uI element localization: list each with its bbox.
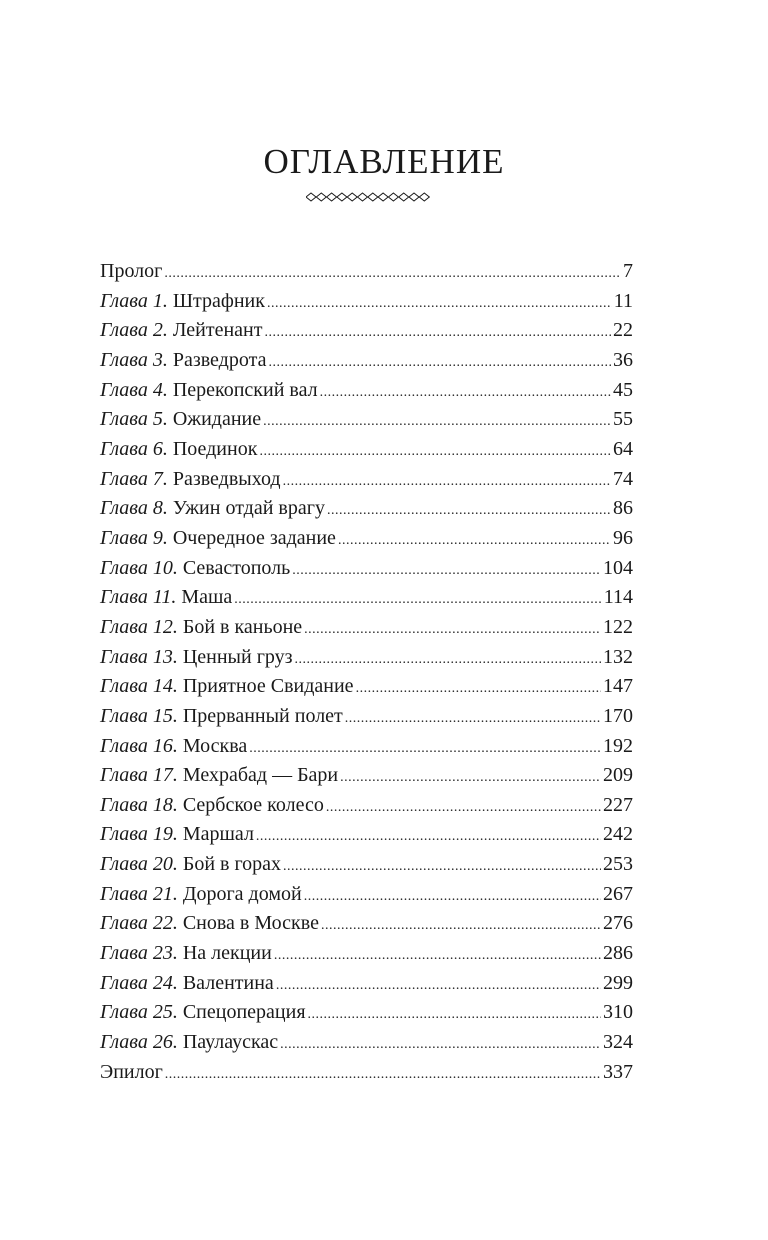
toc-entry-label xyxy=(100,524,336,554)
toc-entry xyxy=(100,465,633,495)
chapter-title: Маршал xyxy=(182,823,254,846)
ornament-diamond xyxy=(337,193,347,201)
chapter-title: Разведрота xyxy=(172,348,267,371)
dot-leader xyxy=(164,259,621,289)
dot-leader xyxy=(356,674,601,704)
chapter-number: Глава 21. xyxy=(100,882,178,905)
toc-entry-label xyxy=(100,909,319,939)
toc-entry xyxy=(100,1058,633,1088)
toc-entry xyxy=(100,524,633,554)
chapter-title: Перекопский вал xyxy=(172,378,318,401)
toc-entry xyxy=(100,494,633,524)
chapter-title: Ценный груз xyxy=(182,645,293,668)
chapter-number: Глава 2. xyxy=(100,319,168,342)
chapter-title: Валентина xyxy=(182,971,274,994)
toc-entry-label xyxy=(100,672,354,702)
dot-leader xyxy=(234,585,601,615)
ornament-diamond xyxy=(368,193,378,201)
ornament-diamond xyxy=(358,193,368,201)
page-number: 286 xyxy=(603,942,633,965)
page-number: 7 xyxy=(623,260,633,282)
chapter-number: Глава 7. xyxy=(100,467,168,490)
dot-leader xyxy=(304,882,601,912)
dot-leader xyxy=(321,911,601,941)
toc-entry-label xyxy=(100,998,306,1028)
page-number: 74 xyxy=(613,467,633,490)
chapter-title: Штрафник xyxy=(172,289,265,312)
toc-entry-label xyxy=(100,732,247,762)
chapter-number: Глава 14. xyxy=(100,675,178,698)
chapter-title: Паулаускас xyxy=(182,1031,279,1054)
ornament-diamond xyxy=(388,193,398,201)
toc-entry xyxy=(100,583,633,613)
toc-entry xyxy=(100,850,633,880)
dot-leader xyxy=(259,437,611,467)
chapter-title: Севастополь xyxy=(182,556,291,579)
ornament-diamond xyxy=(347,193,357,201)
chapter-title: Москва xyxy=(182,734,248,757)
toc-entry-label xyxy=(100,643,293,673)
chapter-title: На лекции xyxy=(182,942,272,965)
page-number: 227 xyxy=(603,793,633,816)
chapter-title: Бой в горах xyxy=(182,853,282,876)
toc-entry-label xyxy=(100,613,302,643)
chapter-title: Разведвыход xyxy=(172,467,281,490)
dot-leader xyxy=(338,526,611,556)
page-number: 122 xyxy=(603,615,633,638)
ornament-diamond xyxy=(316,193,326,201)
dot-leader xyxy=(283,467,611,497)
chapter-number: Глава 26. xyxy=(100,1031,178,1054)
toc-entry xyxy=(100,435,633,465)
chapter-number: Глава 15. xyxy=(100,704,178,727)
page-number: 96 xyxy=(613,526,633,549)
chapter-number: Глава 18. xyxy=(100,793,178,816)
dot-leader xyxy=(308,1000,601,1030)
dot-leader xyxy=(327,496,611,526)
chapter-number: Глава 11. xyxy=(100,586,177,609)
page-number: 299 xyxy=(603,971,633,994)
dot-leader xyxy=(280,1030,601,1060)
page-number: 253 xyxy=(603,853,633,876)
toc-entry-label xyxy=(100,939,272,969)
toc-entry-label xyxy=(100,1058,163,1088)
toc-entry-label xyxy=(100,880,302,910)
chapter-title: Пролог xyxy=(100,260,163,282)
toc-entry-label xyxy=(100,316,262,346)
toc-entry-label xyxy=(100,969,274,999)
toc-entry xyxy=(100,880,633,910)
dot-leader xyxy=(165,1060,601,1090)
toc-entry-label xyxy=(100,702,343,732)
page-number: 11 xyxy=(613,289,633,312)
toc-entry xyxy=(100,969,633,999)
chapter-number: Глава 16. xyxy=(100,734,178,757)
chapter-title: Дорога домой xyxy=(182,882,302,905)
dot-leader xyxy=(304,615,601,645)
toc-entry-label xyxy=(100,257,162,287)
chapter-number: Глава 6. xyxy=(100,437,168,460)
toc-entry xyxy=(100,287,633,317)
page-number: 64 xyxy=(613,437,633,460)
page-number: 132 xyxy=(603,645,633,668)
dot-leader xyxy=(326,793,601,823)
chapter-title: Снова в Москве xyxy=(182,912,319,935)
page-number: 45 xyxy=(613,378,633,401)
toc-entry-label xyxy=(100,287,265,317)
dot-leader xyxy=(320,378,611,408)
dot-leader xyxy=(249,734,601,764)
chapter-title: Ужин отдай врагу xyxy=(172,497,325,520)
page-number: 22 xyxy=(613,319,633,342)
toc-entry-label xyxy=(100,405,261,435)
toc-entry xyxy=(100,761,633,791)
chapter-number: Глава 4. xyxy=(100,378,168,401)
chapter-title: Спецоперация xyxy=(182,1001,306,1024)
toc-entry-label xyxy=(100,554,290,584)
dot-leader xyxy=(263,407,611,437)
chapter-title: Эпилог xyxy=(100,1060,163,1083)
diamond-chain-ornament-icon xyxy=(306,190,430,204)
page-number: 36 xyxy=(613,348,633,371)
chapter-number: Глава 22. xyxy=(100,912,178,935)
page-number: 114 xyxy=(603,586,633,609)
chapter-title: Мехрабад — Бари xyxy=(182,764,339,787)
chapter-number: Глава 19. xyxy=(100,823,178,846)
chapter-title: Маша xyxy=(181,586,233,609)
toc-entry-label xyxy=(100,465,281,495)
chapter-title: Лейтенант xyxy=(172,319,263,342)
toc-entry xyxy=(100,316,633,346)
toc-entry xyxy=(100,643,633,673)
page-number: 55 xyxy=(613,408,633,431)
ornament-diamond xyxy=(306,193,316,201)
chapter-number: Глава 20. xyxy=(100,853,178,876)
toc-entry xyxy=(100,732,633,762)
page-number: 147 xyxy=(603,675,633,698)
toc-entry xyxy=(100,791,633,821)
page-number: 86 xyxy=(613,497,633,520)
chapter-number: Глава 5. xyxy=(100,408,168,431)
chapter-title: Очередное задание xyxy=(172,526,336,549)
chapter-number: Глава 3. xyxy=(100,348,168,371)
page-number: 170 xyxy=(603,704,633,727)
dot-leader xyxy=(345,704,601,734)
dot-leader xyxy=(264,318,611,348)
chapter-title: Приятное Свидание xyxy=(182,675,354,698)
ornament-diamond xyxy=(327,193,337,201)
page-number: 104 xyxy=(603,556,633,579)
chapter-title: Сербское колесо xyxy=(182,793,324,816)
toc-entry xyxy=(100,257,633,287)
toc-entry xyxy=(100,820,633,850)
dot-leader xyxy=(256,822,601,852)
page-number: 267 xyxy=(603,882,633,905)
page-number: 242 xyxy=(603,823,633,846)
toc-entry xyxy=(100,613,633,643)
toc-entry-label xyxy=(100,820,254,850)
chapter-number: Глава 10. xyxy=(100,556,178,579)
chapter-title: Ожидание xyxy=(172,408,262,431)
chapter-number: Глава 1. xyxy=(100,289,168,312)
toc-entry xyxy=(100,346,633,376)
dot-leader xyxy=(340,763,601,793)
chapter-title: Прерванный полет xyxy=(182,704,343,727)
chapter-number: Глава 9. xyxy=(100,526,168,549)
dot-leader xyxy=(276,971,601,1001)
ornament-diamond xyxy=(419,193,429,201)
dot-leader xyxy=(292,556,601,586)
ornament-diamond xyxy=(399,193,409,201)
chapter-number: Глава 8. xyxy=(100,497,168,520)
chapter-number: Глава 23. xyxy=(100,942,178,965)
dot-leader xyxy=(268,348,611,378)
dot-leader xyxy=(295,645,601,675)
dot-leader xyxy=(267,289,612,319)
chapter-number: Глава 12. xyxy=(100,615,178,638)
chapter-title: Поединок xyxy=(172,437,258,460)
toc-entry-label xyxy=(100,376,318,406)
toc-entry xyxy=(100,998,633,1028)
toc-entry xyxy=(100,1028,633,1058)
ornament-diamond xyxy=(409,193,419,201)
toc-entry-label xyxy=(100,494,325,524)
page-number: 337 xyxy=(603,1060,633,1083)
toc-entry-label xyxy=(100,850,281,880)
toc-entry-label xyxy=(100,583,232,613)
toc-entry-label xyxy=(100,435,257,465)
page-number: 276 xyxy=(603,912,633,935)
ornament-diamond xyxy=(378,193,388,201)
page-number: 209 xyxy=(603,764,633,787)
toc-entry-label xyxy=(100,1028,278,1058)
chapter-number: Глава 13. xyxy=(100,645,178,668)
chapter-title: Бой в каньоне xyxy=(182,615,303,638)
dot-leader xyxy=(274,941,601,971)
toc-entry xyxy=(100,405,633,435)
toc-entry xyxy=(100,672,633,702)
chapter-number: Глава 17. xyxy=(100,764,178,787)
page-number: 310 xyxy=(603,1001,633,1024)
toc-entry xyxy=(100,909,633,939)
chapter-number: Глава 25. xyxy=(100,1001,178,1024)
dot-leader xyxy=(283,852,601,882)
toc-entry xyxy=(100,939,633,969)
page-title: ОГЛАВЛЕНИЕ xyxy=(263,142,505,181)
page-number: 324 xyxy=(603,1031,633,1054)
toc-entry-label xyxy=(100,346,266,376)
toc-entry-label xyxy=(100,791,324,821)
table-of-contents xyxy=(100,257,633,1087)
chapter-number: Глава 24. xyxy=(100,971,178,994)
toc-entry-label xyxy=(100,761,338,791)
toc-entry xyxy=(100,376,633,406)
toc-entry xyxy=(100,702,633,732)
page-number: 192 xyxy=(603,734,633,757)
toc-entry xyxy=(100,554,633,584)
